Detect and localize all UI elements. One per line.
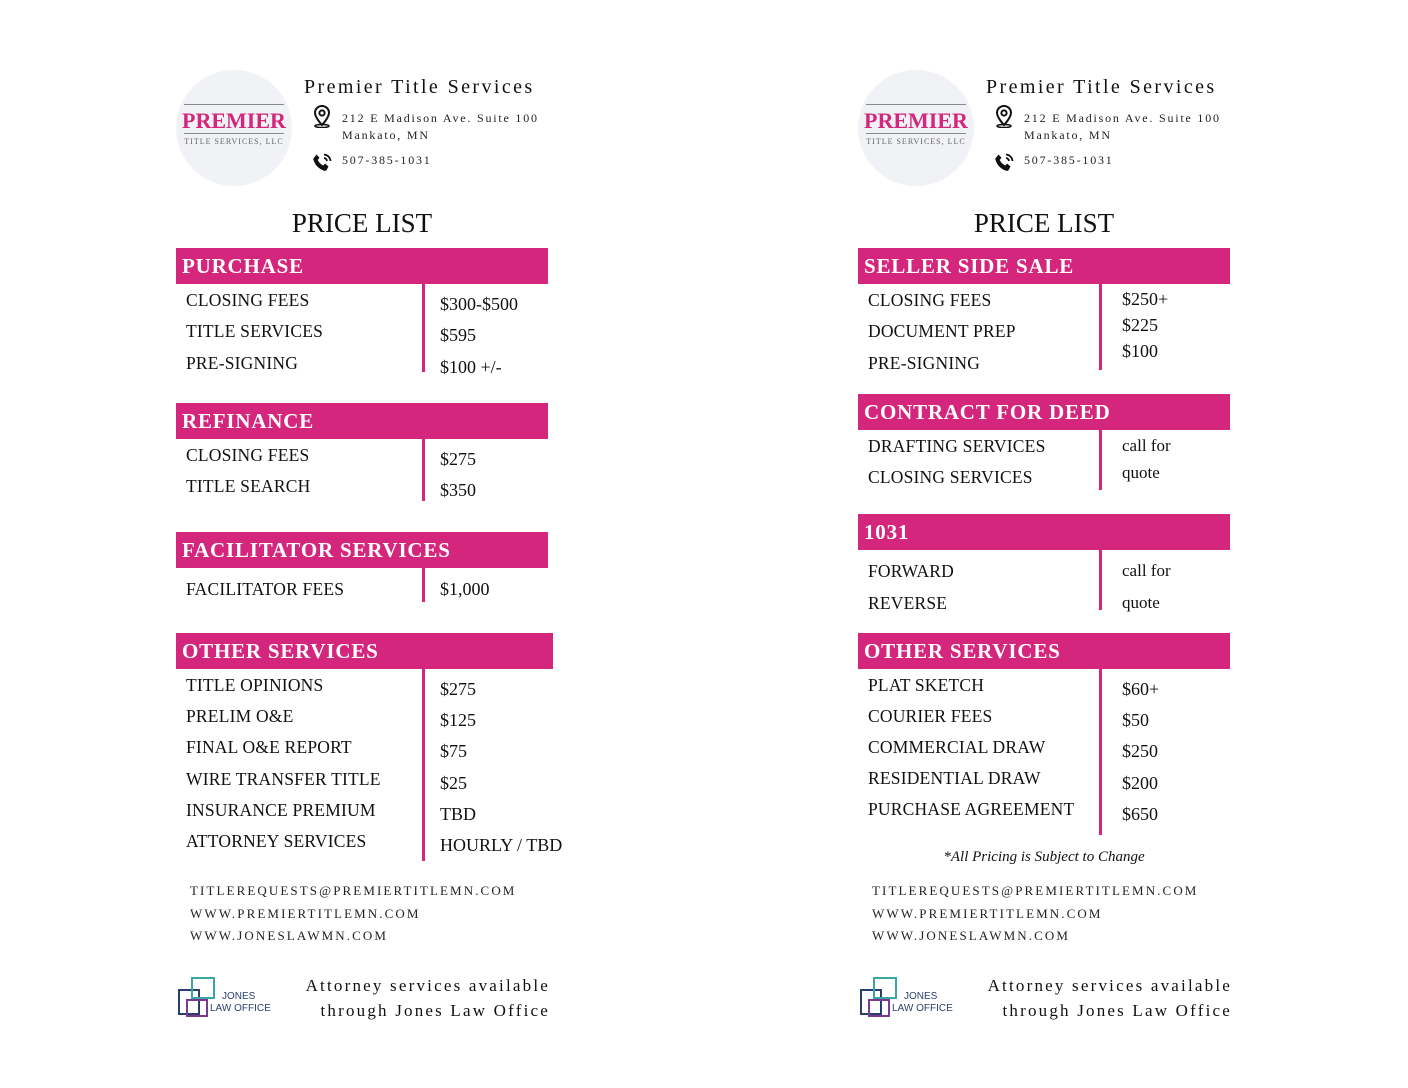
contact-links (872, 880, 1198, 948)
left-price-sheet (176, 0, 576, 1088)
section-contract-for-deed (858, 394, 1230, 492)
jones-law-wordmark (892, 991, 953, 1015)
section-1031 (858, 514, 1230, 612)
website-link[interactable]: WWW.JONESLAWMN.COM (872, 928, 1071, 943)
section-divider (1099, 284, 1102, 370)
attorney-note (276, 973, 550, 1023)
item-name: CLOSING FEES (186, 290, 310, 310)
contact-links (190, 880, 516, 948)
address (342, 110, 539, 144)
item-name: PRE-SIGNING (186, 353, 299, 373)
section-body (858, 669, 1230, 837)
pricing-disclaimer: *All Pricing is Subject to Change (943, 849, 1145, 865)
section-header: FACILITATOR SERVICES (176, 532, 548, 568)
section-divider (422, 284, 425, 372)
section-refinance (176, 403, 548, 501)
premier-logo (858, 70, 974, 186)
section-body (176, 439, 548, 501)
item-price: quote (1122, 593, 1160, 612)
item-price: HOURLY / TBD (440, 835, 563, 855)
address (1024, 110, 1221, 144)
attorney-note (958, 973, 1232, 1023)
item-name: PURCHASE AGREEMENT (868, 799, 1075, 819)
jones-line-2: LAW OFFICE (892, 1003, 953, 1014)
attorney-line-2: through Jones Law Office (320, 1001, 550, 1020)
address-line-2: Mankato, MN (1024, 128, 1112, 142)
logo-rule (866, 104, 966, 105)
item-name: CLOSING FEES (186, 445, 310, 465)
map-pin-icon (310, 104, 334, 128)
item-name: FORWARD (868, 561, 955, 581)
item-name: FACILITATOR FEES (186, 579, 345, 599)
item-name: TITLE OPINIONS (186, 675, 324, 695)
section-body (176, 568, 548, 604)
section-header: SELLER SIDE SALE (858, 248, 1230, 284)
item-name: RESIDENTIAL DRAW (868, 768, 1041, 788)
price-list-title: PRICE LIST (291, 208, 433, 238)
address-line-1: 212 E Madison Ave. Suite 100 (342, 111, 539, 125)
item-price: $125 (440, 710, 476, 730)
section-header: PURCHASE (176, 248, 548, 284)
logo-rule (184, 133, 284, 134)
email-link[interactable]: TITLEREQUESTS@PREMIERTITLEMN.COM (190, 883, 517, 898)
section-header: REFINANCE (176, 403, 548, 439)
item-name: PLAT SKETCH (868, 675, 985, 695)
section-body (858, 550, 1230, 612)
item-name: PRE-SIGNING (868, 353, 981, 373)
section-body (176, 284, 548, 377)
section-other-services (176, 633, 563, 863)
item-price: $100 (1122, 341, 1158, 361)
item-price: $225 (1122, 315, 1158, 335)
item-price: $60+ (1122, 679, 1160, 699)
item-name: FINAL O&E REPORT (186, 737, 352, 757)
logo-rule (866, 133, 966, 134)
phone-icon (310, 151, 334, 175)
premier-logo (176, 70, 292, 186)
item-price: $75 (440, 741, 467, 761)
item-price: $100 +/- (440, 357, 502, 377)
section-body (858, 284, 1230, 374)
item-price: $200 (1122, 773, 1158, 793)
price-list-title: PRICE LIST (973, 208, 1115, 238)
section-header: OTHER SERVICES (176, 633, 553, 669)
logo-word: PREMIER (864, 108, 968, 133)
website-link[interactable]: WWW.PREMIERTITLEMN.COM (190, 905, 421, 921)
item-price: $300-$500 (440, 294, 518, 314)
section-divider (422, 439, 425, 501)
right-price-sheet (858, 0, 1258, 1088)
logo-word: PREMIER (182, 108, 286, 133)
section-header: CONTRACT FOR DEED (858, 394, 1230, 430)
item-price: $25 (440, 773, 467, 793)
item-price: $275 (440, 449, 476, 469)
section-divider (1099, 550, 1102, 610)
website-link[interactable]: WWW.JONESLAWMN.COM (190, 928, 389, 943)
item-price: $250+ (1122, 289, 1169, 309)
attorney-line-1: Attorney services available (987, 976, 1232, 995)
section-divider (422, 568, 425, 602)
item-name: DOCUMENT PREP (868, 321, 1016, 341)
section-divider (422, 669, 425, 861)
email-link[interactable]: TITLEREQUESTS@PREMIERTITLEMN.COM (872, 883, 1199, 898)
logo-rule (184, 104, 284, 105)
section-seller-side-sale (858, 248, 1230, 374)
section-divider (1099, 669, 1102, 835)
section-purchase (176, 248, 548, 377)
jones-line-1: JONES (222, 991, 256, 1002)
section-other-services (858, 633, 1230, 837)
item-name: COMMERCIAL DRAW (868, 737, 1046, 757)
jones-line-1: JONES (904, 991, 938, 1002)
item-name: WIRE TRANSFER TITLE (186, 769, 381, 789)
attorney-line-2: through Jones Law Office (1002, 1001, 1232, 1020)
item-price: $250 (1122, 741, 1158, 761)
section-body (176, 669, 563, 863)
item-price: $275 (440, 679, 476, 699)
item-price: $1,000 (440, 579, 490, 599)
address-line-2: Mankato, MN (342, 128, 430, 142)
section-divider (1099, 430, 1102, 490)
jones-law-wordmark (210, 991, 271, 1015)
item-price: $350 (440, 480, 476, 500)
section-facilitator-services (176, 532, 548, 604)
item-name: TITLE SEARCH (186, 476, 311, 496)
address-line-1: 212 E Madison Ave. Suite 100 (1024, 111, 1221, 125)
phone-number: 507-385-1031 (342, 153, 432, 167)
item-price: $650 (1122, 804, 1158, 824)
company-name: Premier Title Services (304, 76, 535, 98)
item-name: TITLE SERVICES (186, 321, 324, 341)
item-name: REVERSE (868, 593, 948, 613)
item-name: COURIER FEES (868, 706, 993, 726)
company-name: Premier Title Services (986, 76, 1217, 98)
item-price: call for (1122, 561, 1171, 580)
map-pin-icon (992, 104, 1016, 128)
item-price: $50 (1122, 710, 1149, 730)
phone-number: 507-385-1031 (1024, 153, 1114, 167)
item-price: $595 (440, 325, 476, 345)
jones-line-2: LAW OFFICE (210, 1003, 271, 1014)
item-price: quote (1122, 463, 1160, 482)
section-header: 1031 (858, 514, 1230, 550)
logo-subtitle: TITLE SERVICES, LLC (866, 137, 966, 146)
item-name: INSURANCE PREMIUM (186, 800, 376, 820)
website-link[interactable]: WWW.PREMIERTITLEMN.COM (872, 905, 1103, 921)
section-header: OTHER SERVICES (858, 633, 1230, 669)
phone-icon (992, 151, 1016, 175)
item-name: CLOSING SERVICES (868, 467, 1033, 487)
section-body (858, 430, 1230, 492)
item-price: TBD (440, 804, 476, 824)
item-name: DRAFTING SERVICES (868, 436, 1046, 456)
item-name: ATTORNEY SERVICES (186, 831, 367, 851)
logo-subtitle: TITLE SERVICES, LLC (184, 137, 284, 146)
item-name: CLOSING FEES (868, 290, 992, 310)
item-price: call for (1122, 436, 1171, 455)
attorney-line-1: Attorney services available (305, 976, 550, 995)
item-name: PRELIM O&E (186, 706, 294, 726)
